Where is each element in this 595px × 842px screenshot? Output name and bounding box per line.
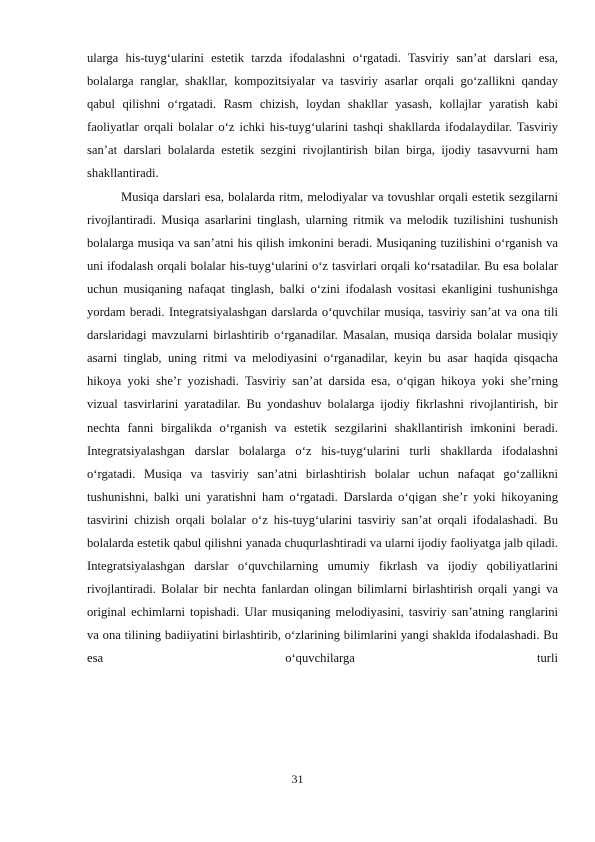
paragraph-2: Musiqa darslari esa, bolalarda ritm, melodiyalar va tovushlar orqali estetik sezgilarni rivojlantiradi. Musiqa asarlarini tinglash, ularning ritmik va melodik tuzilishini tushunish bolalarga musiqa va san’atni his qilish imkonini beradi. Musiqaning tuzilishini o‘rganish va uni ifodalash orqali bolalar his-tuyg‘ularini o‘z tasvirlari orqali ko‘rsatadilar. Bu esa bolalar uchun musiqaning nafaqat tinglash, balki o‘zini ifodalash vositasi ekanligini tushunishga yordam beradi. Integratsiyalashgan darslarda o‘quvchilar musiqa, tasviriy san’at va ona tili darslaridagi mavzularni birlashtirib o‘rganadilar. Masalan, musiqa darsida bolalar musiqiy asarni tinglab, uning ritmi va melodiyasini o‘rganadilar, keyin bu asar haqida qisqacha hikoya yoki she’r yozishadi. Tasviriy san’at darsida esa, o‘qigan hikoya yoki she’rning vizual tasvirlarini yaratadilar. Bu yondashuv bolalarga ijodiy fikrlashni rivojlantirish, bir nechta fanni birgalikda o‘rganish va estetik sezgilarini shakllantirish imkonini beradi. Integratsiyalashgan darslar bolalarga o‘z his-tuyg‘ularini turli shakllarda ifodalashni o‘rgatadi. Musiqa va tasviriy san’atni birlashtirish bolalar uchun nafaqat go‘zallikni tushunishni, balki uni yaratishni ham o‘rgatadi. Darslarda o‘qigan she’r yoki hikoyaning tasvirini chizish orqali bolalar o‘z his-tuyg‘ularini tasviriy san’at orqali ifodalashadi. Bu bolalarda estetik qabul qilishni yanada chuqurlashtiradi va ularni ijodiy faoliyatga jalb qiladi. Integratsiyalashgan darslar o‘quvchilarning umumiy fikrlash va ijodiy qobiliyatlarini rivojlantiradi. Bolalar bir nechta fanlardan olingan bilimlarni birlashtirish orqali yangi va original echimlarni topishadi. Ular musiqaning melodiyasini, tasviriy san’atning ranglarini va ona tilining badiiyatini birlashtirib, o‘zlarining bilimlarini yangi shaklda ifodalashadi. Bu esa o‘quvchilarga turli — [87, 189, 558, 666]
page-number: 31 — [291, 772, 304, 786]
body-text — [87, 47, 558, 671]
paragraph-1: ularga his-tuyg‘ularini estetik tarzda ifodalashni o‘rgatadi. Tasviriy san’at darslari esa, bolalarga ranglar, shakllar, kompozitsiyalar va tasviriy asarlar orqali go‘zallikni qanday qabul qilishni o‘rgatadi. Rasm chizish, loydan shakllar yasash, kollajlar yaratish kabi faoliyatlar orqali bolalar o‘z ichki his-tuyg‘ularini tashqi shakllarda ifodalaydilar. Tasviriy san’at darslari bolalarda estetik sezgini rivojlantirish bilan birga, ijodiy tasavvurni ham shakllantiradi. — [87, 51, 558, 181]
